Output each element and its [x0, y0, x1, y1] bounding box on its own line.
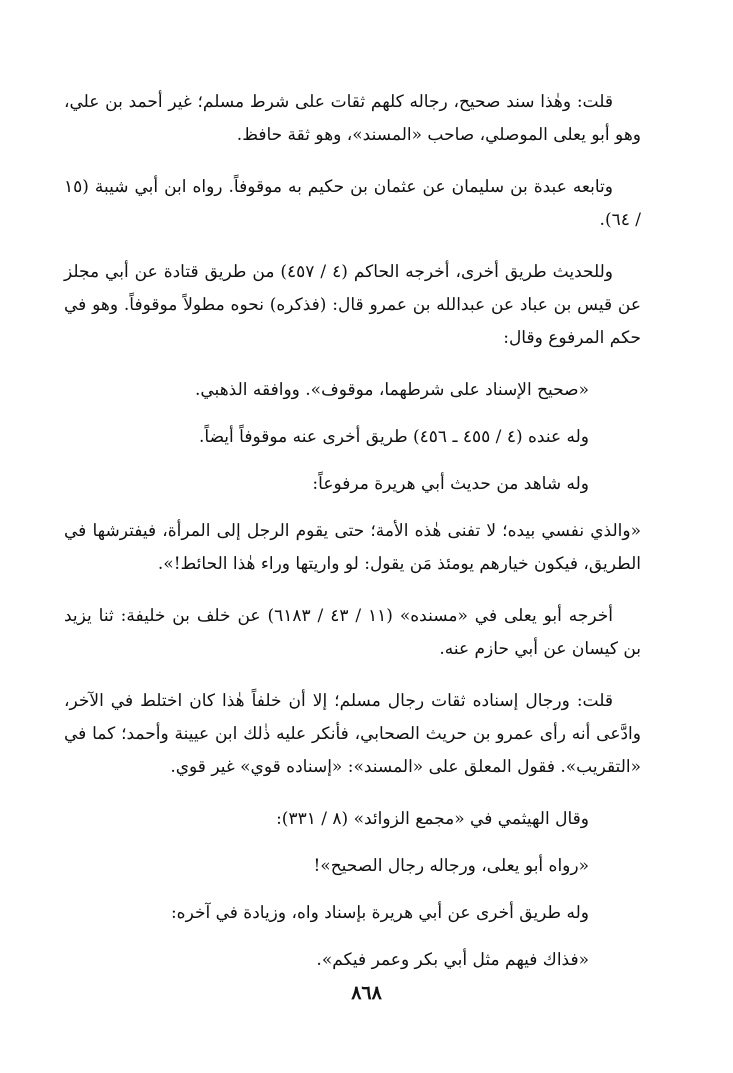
paragraph-addition: «فذاك فيهم مثل أبي بكر وعمر فيكم». [316, 950, 589, 970]
paragraph-critique: قلت: ورجال إسناده ثقات رجال مسلم؛ إلا أن خلفاً هٰذا كان اختلط في الآخر، وادَّعى أنه رأى عمرو بن حريث الصحابي، فأنكر عليه ذٰلك ابن عيينة وأحمد؛ كما في «التقريب». فقول المعلق على «المسند»: «إسناده قوي» غير قوي. [64, 691, 641, 777]
paragraph-hakim-quote: «صحيح الإسناد على شرطهما، موقوف». ووافقه الذهبي. [194, 380, 589, 400]
paragraph-isnad-assessment: قلت: وهٰذا سند صحيح، رجاله كلهم ثقات على شرط مسلم؛ غير أحمد بن علي، وهو أبو يعلى الموصلي، صاحب «المسند»، وهو ثقة حافظ. [64, 92, 641, 145]
paragraph-mutaba: وتابعه عبدة بن سليمان عن عثمان بن حكيم به موقوفاً. رواه ابن أبي شيبة (١٥ / ٦٤). [64, 177, 641, 230]
paragraph-haythami: وقال الهيثمي في «مجمع الزوائد» (٨ / ٣٣١): [276, 809, 589, 829]
paragraph-another-route: وله عنده (٤ / ٤٥٥ ـ ٤٥٦) طريق أخرى عنه موقوفاً أيضاً. [198, 427, 589, 447]
paragraph-weak-route: وله طريق أخرى عن أبي هريرة بإسناد واه، وزيادة في آخره: [170, 903, 589, 923]
paragraph-haythami-quote: «رواه أبو يعلى، ورجاله رجال الصحيح»! [313, 856, 589, 876]
main-text [64, 86, 641, 991]
paragraph-hadith-text: «والذي نفسي بيده؛ لا تفنى هٰذه الأمة؛ حتى يقوم الرجل إلى المرأة، فيفترشها في الطريق، فيكون خيارهم يومئذ مَن يقول: لو واريتها وراء هٰذا الحائط!». [64, 521, 641, 574]
page-number: ٨٦٨ [351, 982, 382, 1004]
paragraph-takhrij: أخرجه أبو يعلى في «مسنده» (١١ / ٤٣ / ٦١٨٣) عن خلف بن خليفة: ثنا يزيد بن كيسان عن أبي حازم عنه. [64, 606, 641, 659]
paragraph-other-route: وللحديث طريق أخرى، أخرجه الحاكم (٤ / ٤٥٧) من طريق قتادة عن أبي مجلز عن قيس بن عباد عن عبدالله بن عمرو قال: (فذكره) نحوه مطولاً موقوفاً. وهو في حكم المرفوع وقال: [64, 262, 641, 348]
paragraph-shahid-intro: وله شاهد من حديث أبي هريرة مرفوعاً: [312, 474, 589, 494]
